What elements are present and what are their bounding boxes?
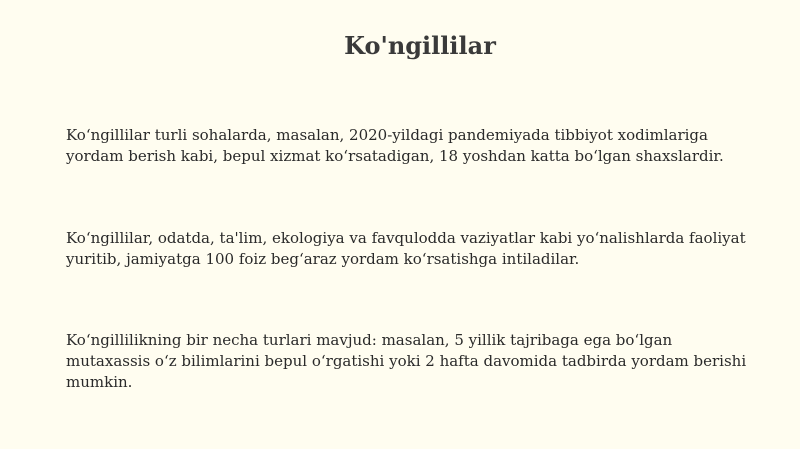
paragraph-2: Ko‘ngillilar, odatda, ta'lim, ekologiya va favqulodda vaziyatlar kabi yo‘nalishlarda faoliyat yuritib, jamiyatga 100 foiz beg‘araz yordam ko‘rsatishga intiladilar. xyxy=(66,229,746,268)
paragraph-1: Ko‘ngillilar turli sohalarda, masalan, 2020-yildagi pandemiyada tibbiyot xodimlariga yordam berish kabi, bepul xizmat ko‘rsatadigan, 18 yoshdan katta bo‘lgan shaxslardir. xyxy=(66,126,724,165)
slide-title: Ko'ngillilar xyxy=(344,31,496,60)
paragraph-3: Ko‘ngillilikning bir necha turlari mavjud: masalan, 5 yillik tajribaga ega bo‘lgan mutaxassis o‘z bilimlarini bepul o‘rgatishi yoki 2 hafta davomida tadbirda yordam berishi mumkin. xyxy=(66,331,747,391)
